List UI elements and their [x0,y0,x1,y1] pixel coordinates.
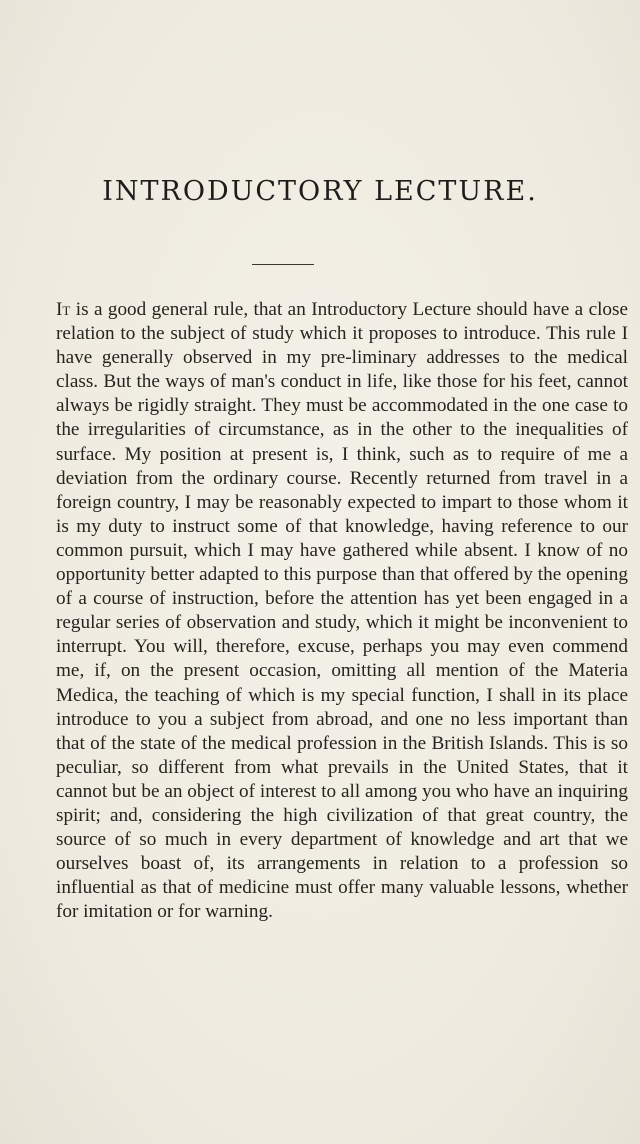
opening-word: It [56,299,71,320]
paragraph-text: is a good general rule, that an Introductory Lecture should have a close relation to the subject of study which it proposes to introduce. This rule I have generally observed in my pre-liminary addresses to the medical class. But the ways of man's conduct in life, like those for his feet, cannot always be rigidly straight. They must be accommodated in the one case to the irregularities of circumstance, as in the other to the inequalities of surface. My position at present is, I think, such as to require of me a deviation from the ordinary course. Recently returned from travel in a foreign country, I may be reasonably expected to impart to those whom it is my duty to instruct some of that knowledge, having reference to our common pursuit, which I may have gathered while absent. I know of no opportunity better adapted to this purpose than that offered by the opening of a course of instruction, before the attention has yet been engaged in a regular series of observation and study, which it might be inconvenient to interrupt. You will, therefore, excuse, perhaps you may even commend me, if, on the present occasion, omitting all mention of the Materia Medica, the teaching of which is my special function, I shall in its place introduce to you a subject from abroad, and one no less important than that of the state of the medical profession in the British Islands. This is so peculiar, so different from what prevails in the United States, that it cannot but be an object of interest to all among you who have an inquiring spirit; and, considering the high civilization of that great country, the source of so much in every department of knowledge and art that we ourselves boast of, its arrangements in relation to a profession so influential as that of medicine must offer many valuable lessons, whether for imitation or for warning. [56,299,629,923]
title-divider [252,264,314,265]
lecture-title: INTRODUCTORY LECTURE. [102,176,538,207]
lecture-paragraph [56,298,628,924]
